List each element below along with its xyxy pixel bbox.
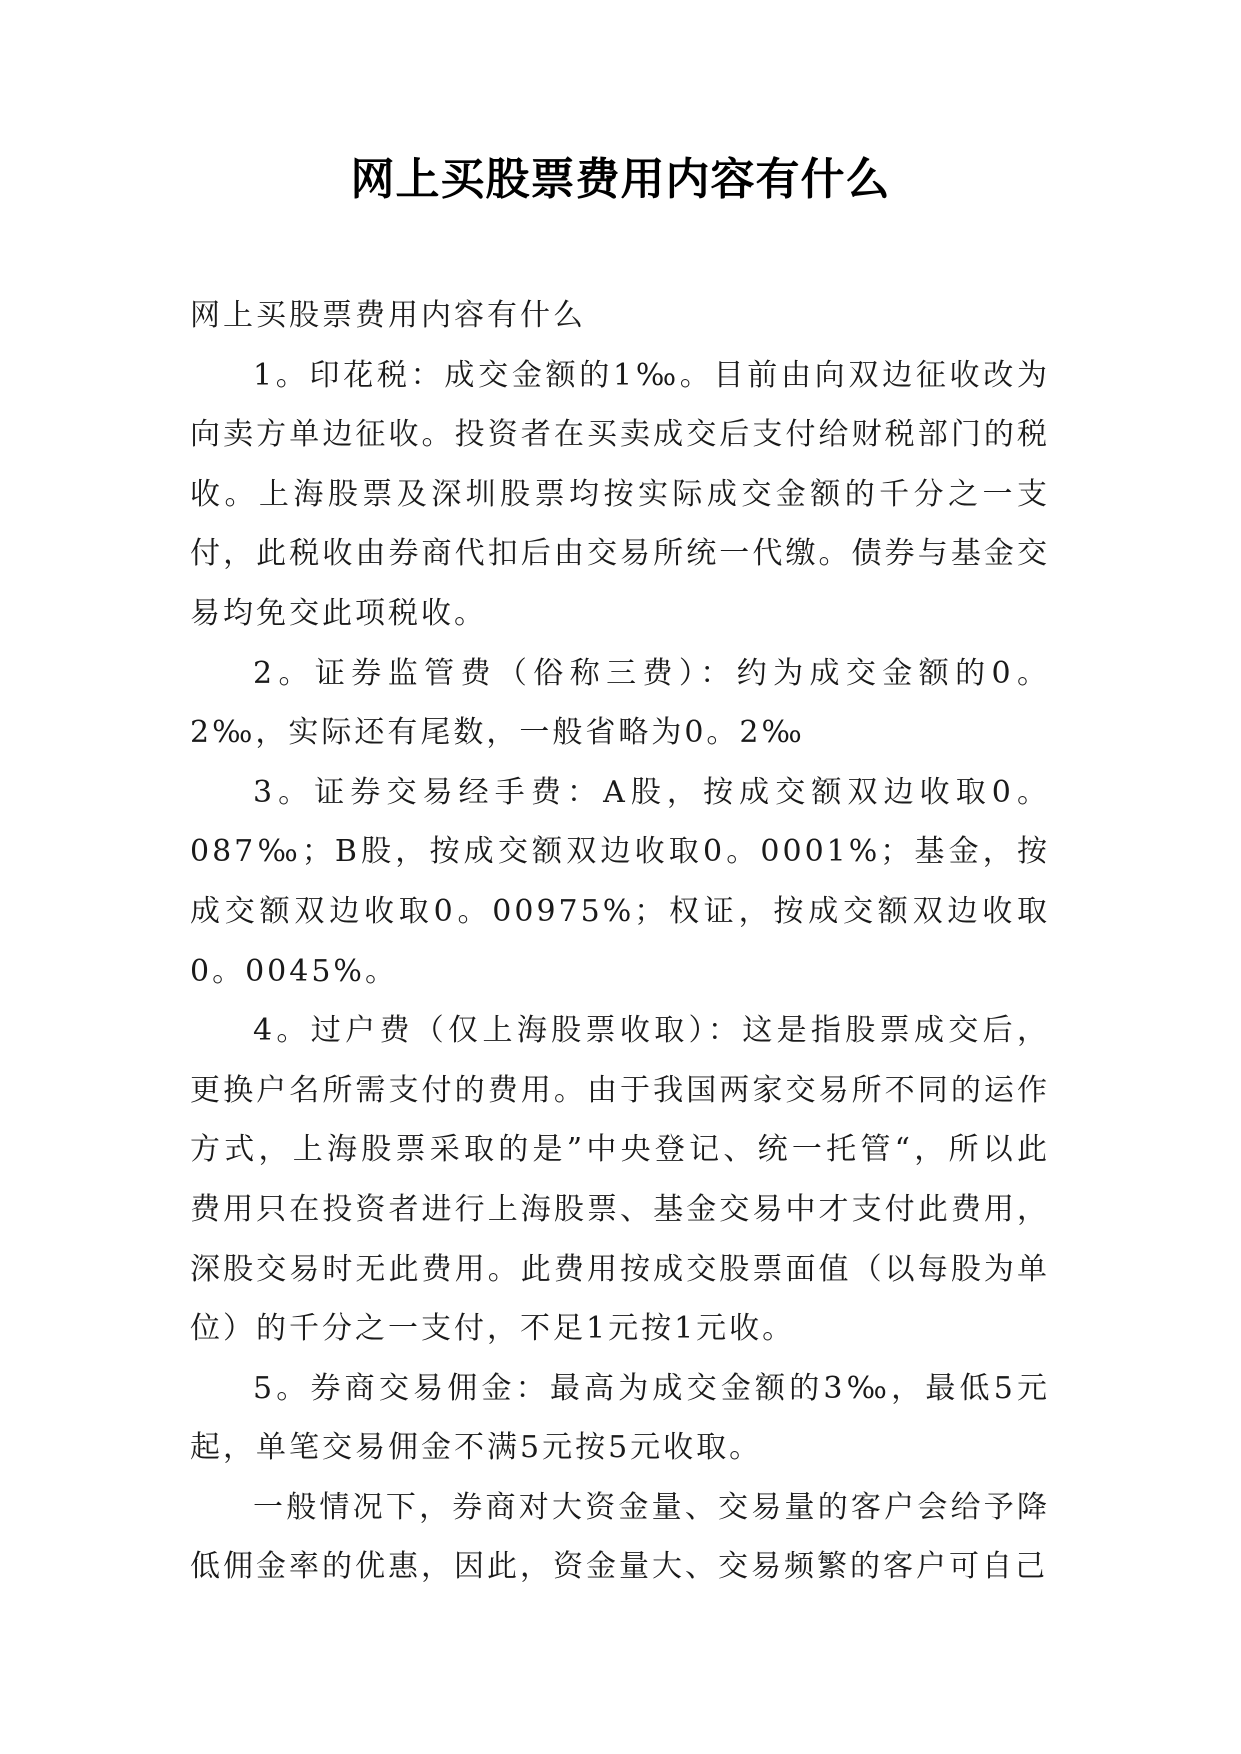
paragraph-regulatory-fee: 2。证券监管费（俗称三费）：约为成交金额的0。2‰，实际还有尾数，一般省略为0。2‰ (190, 655, 1050, 751)
paragraph-handling-fee: 3。证券交易经手费：A股，按成交额双边收取0。087‰；B股，按成交额双边收取0。0001%；基金，按成交额双边收取0。00975%；权证，按成交额双边收取0。0045%。 (190, 774, 1050, 989)
paragraph-commission: 5。券商交易佣金：最高为成交金额的3‰，最低5元起，单笔交易佣金不满5元按5元收取。 (190, 1370, 1050, 1466)
document-body (190, 286, 1050, 1597)
document-title: 网上买股票费用内容有什么 (350, 154, 891, 205)
paragraph-subtitle: 网上买股票费用内容有什么 (190, 298, 586, 333)
paragraph-stamp-tax: 1。印花税：成交金额的1‰。目前由向双边征收改为向卖方单边征收。投资者在买卖成交后支付给财税部门的税收。上海股票及深圳股票均按实际成交金额的千分之一支付，此税收由券商代扣后由交易所统一代缴。债券与基金交易均免交此项税收。 (190, 357, 1050, 631)
paragraph-transfer-fee: 4。过户费（仅上海股票收取）：这是指股票成交后，更换户名所需支付的费用。由于我国两家交易所不同的运作方式，上海股票采取的是”中央登记、统一托管“，所以此费用只在投资者进行上海股票、基金交易中才支付此费用，深股交易时无此费用。此费用按成交股票面值（以每股为单位）的千分之一支付，不足1元按1元收。 (190, 1013, 1050, 1347)
paragraph-general: 一般情况下，券商对大资金量、交易量的客户会给予降低佣金率的优惠，因此，资金量大、交易频繁的客户可自己 (190, 1489, 1050, 1585)
